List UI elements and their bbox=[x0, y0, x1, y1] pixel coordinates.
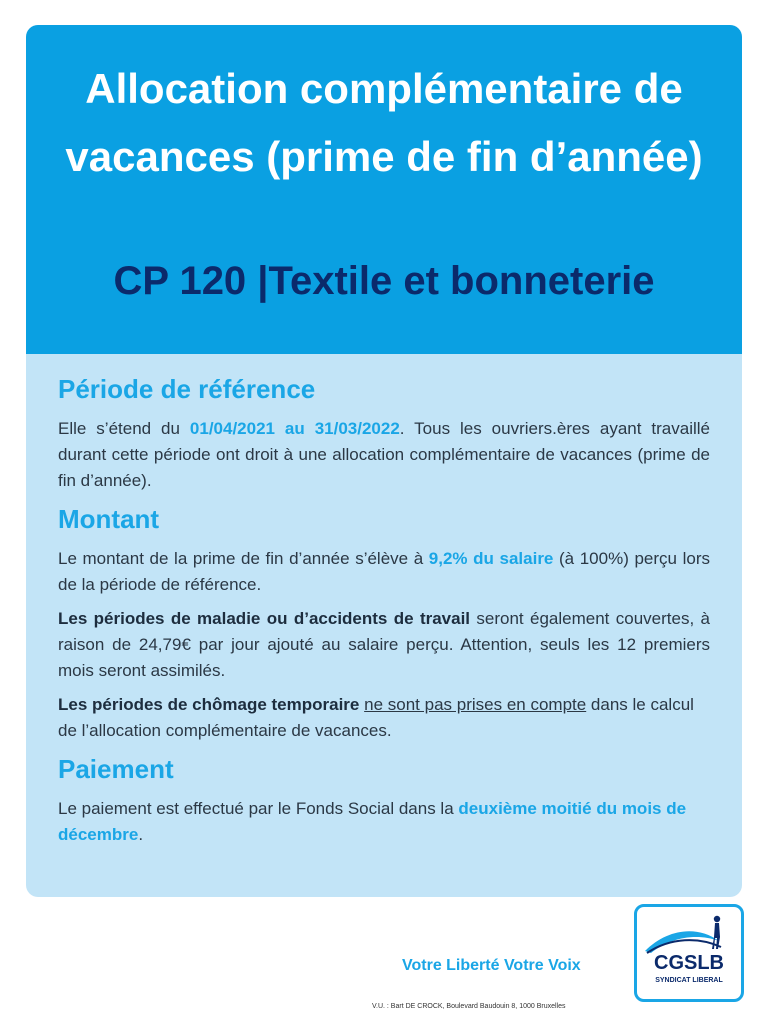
date-highlight: deuxième moitié du mois de décembre bbox=[58, 799, 687, 844]
text: Le montant de la prime de fin d’année s’élève à bbox=[58, 549, 429, 568]
strong-text: Les périodes de chômage temporaire bbox=[58, 695, 360, 714]
reference-paragraph bbox=[58, 416, 710, 494]
date-highlight: 01/04/2021 au 31/03/2022 bbox=[189, 419, 400, 438]
cgslb-logo bbox=[634, 904, 744, 1002]
strong-text: Les périodes de maladie ou d’accidents de travail bbox=[58, 609, 471, 628]
section-heading-reference: Période de référence bbox=[58, 374, 316, 404]
page-subtitle: CP 120 |Textile et bonneterie bbox=[113, 259, 655, 303]
text: Elle s’étend du bbox=[58, 419, 190, 438]
logo-subtitle: SYNDICAT LIBERAL bbox=[655, 977, 723, 984]
paiement-paragraph bbox=[58, 796, 710, 848]
logo-name: CGSLB bbox=[654, 952, 724, 974]
montant-paragraph-2 bbox=[58, 606, 710, 684]
content-body bbox=[26, 354, 742, 848]
text: . bbox=[138, 825, 144, 844]
slogan: Votre Liberté Votre Voix bbox=[402, 957, 581, 974]
text: dans le calcul de l’allocation complémentaire de vacances. bbox=[58, 695, 694, 740]
section-heading-paiement: Paiement bbox=[58, 754, 174, 784]
editor-line: V.U. : Bart DE CROCK, Boulevard Baudouin 8, 1000 Bruxelles bbox=[372, 1003, 566, 1010]
montant-paragraph-3 bbox=[58, 692, 710, 744]
text: . Tous les ouvriers.ères ayant travaillé durant cette période ont droit à une allocation complémentaire de vacances (prime de fin d’année). bbox=[58, 419, 710, 490]
montant-paragraph-1 bbox=[58, 546, 710, 598]
text: seront également couvertes, à raison de 24,79€ par jour ajouté au salaire perçu. Attention, seuls les 12 premiers mois seront assimilés. bbox=[58, 609, 710, 680]
underlined-text: ne sont pas prises en compte bbox=[364, 695, 587, 714]
section-heading-montant: Montant bbox=[58, 504, 160, 534]
info-card bbox=[26, 25, 742, 897]
rate-highlight: 9,2% du salaire bbox=[428, 549, 554, 568]
page-title: Allocation complémentaire de vacances (prime de fin d’année) bbox=[65, 65, 703, 180]
text: Le paiement est effectué par le Fonds Social dans la bbox=[58, 799, 459, 818]
text: (à 100%) perçu lors de la période de référence. bbox=[58, 549, 710, 594]
header-banner bbox=[26, 25, 742, 354]
